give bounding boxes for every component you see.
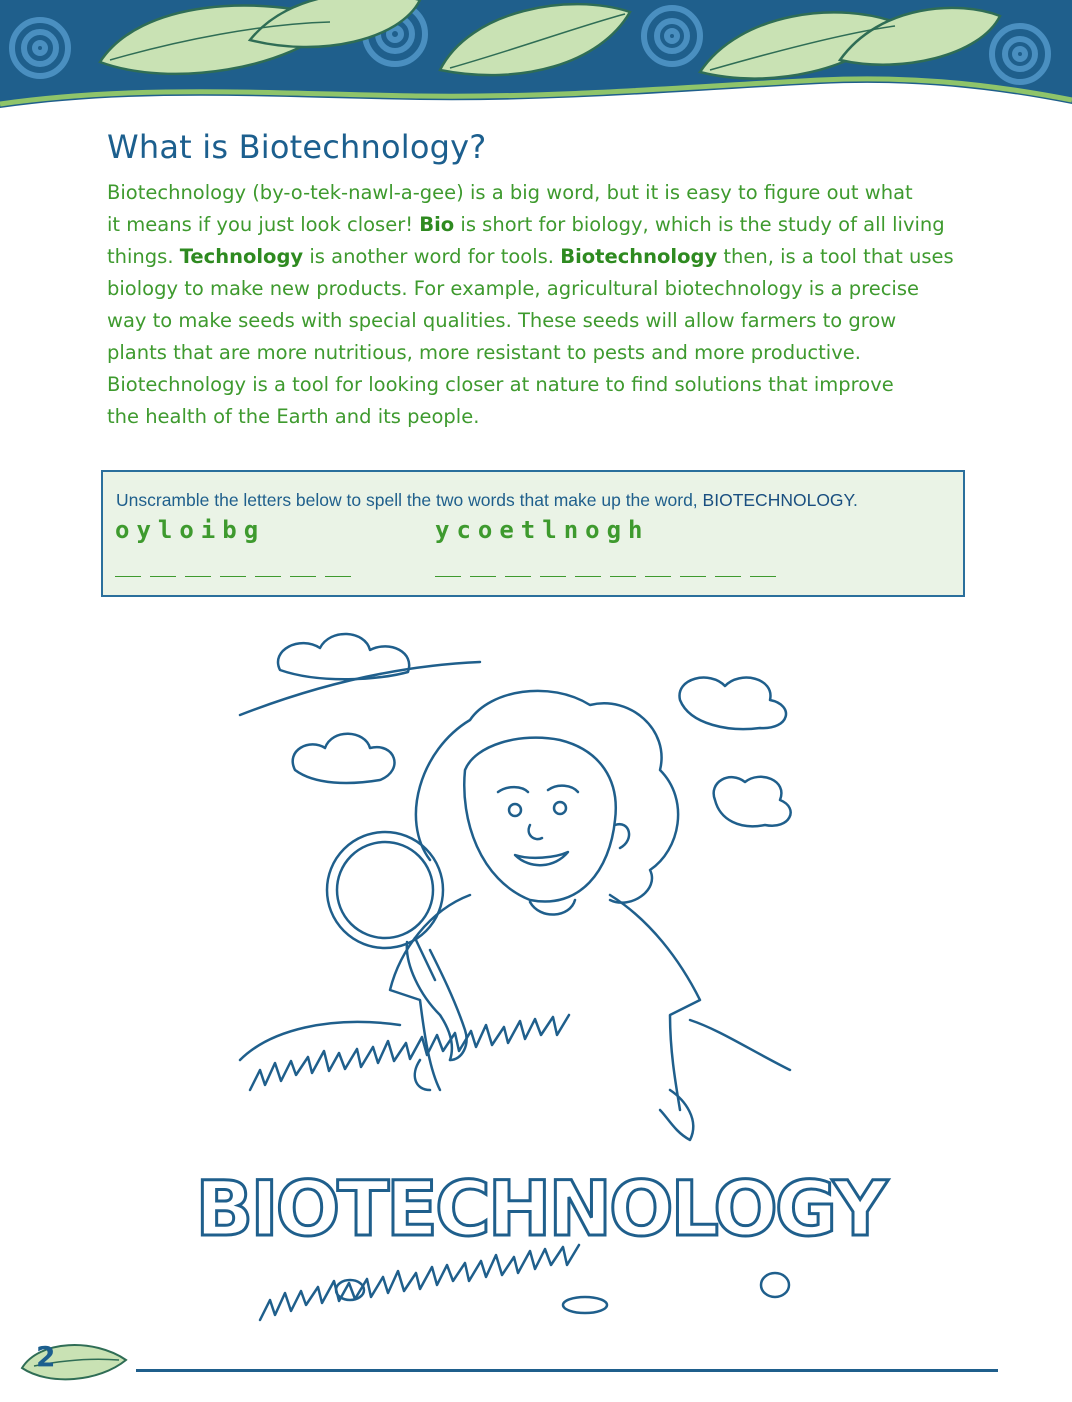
intro-bold-term: Technology — [179, 245, 304, 268]
puzzle-instruction — [116, 490, 858, 511]
scrambled-word-2: ycoetlnogh — [435, 516, 650, 544]
intro-bold-term: Biotechnology — [560, 245, 718, 268]
intro-text: things. — [107, 245, 180, 268]
intro-text: is short for biology, which is the study of all living — [454, 213, 945, 236]
page-title: What is Biotechnology? — [107, 128, 487, 166]
answer-blank[interactable] — [715, 576, 741, 577]
intro-text: it means if you just look closer! — [107, 213, 420, 236]
instruction-period: . — [852, 490, 858, 510]
answer-blanks-2 — [435, 576, 776, 577]
leaf-icon — [14, 1330, 134, 1390]
biotechnology-word-art: BIOTECHNOLOGY — [195, 1164, 885, 1253]
intro-text: way to make seeds with special qualities. These seeds will allow farmers to grow — [107, 309, 897, 332]
intro-text: the health of the Earth and its people. — [107, 405, 480, 428]
intro-text: Biotechnology is a tool for looking closer at nature to find solutions that improve — [107, 373, 894, 396]
answer-blank[interactable] — [185, 576, 211, 577]
intro-text: is another word for tools. — [303, 245, 561, 268]
answer-blank[interactable] — [435, 576, 461, 577]
answer-blank[interactable] — [290, 576, 316, 577]
answer-blank[interactable] — [575, 576, 601, 577]
intro-paragraph — [107, 177, 1007, 433]
intro-line — [107, 177, 1007, 209]
answer-blank[interactable] — [540, 576, 566, 577]
intro-line — [107, 337, 1007, 369]
header-banner — [0, 0, 1072, 125]
answer-blank[interactable] — [115, 576, 141, 577]
answer-blank[interactable] — [220, 576, 246, 577]
answer-blank[interactable] — [645, 576, 671, 577]
answer-blank[interactable] — [325, 576, 351, 577]
intro-line — [107, 273, 1007, 305]
answer-blanks-1 — [115, 576, 351, 577]
answer-blank[interactable] — [750, 576, 776, 577]
answer-blank[interactable] — [610, 576, 636, 577]
footer-rule — [136, 1369, 998, 1372]
answer-blank[interactable] — [505, 576, 531, 577]
intro-line — [107, 241, 1007, 273]
intro-text: Biotechnology (by-o-tek-nawl-a-gee) is a big word, but it is easy to figure out what — [107, 181, 913, 204]
answer-blank[interactable] — [150, 576, 176, 577]
page-number-badge — [14, 1330, 134, 1390]
coloring-illustration — [195, 620, 885, 1340]
instruction-keyword: BIOTECHNOLOGY — [702, 490, 853, 510]
unscramble-puzzle — [101, 470, 965, 597]
scrambled-word-1: oyloibg — [115, 516, 266, 544]
intro-text: biology to make new products. For example, agricultural biotechnology is a precise — [107, 277, 919, 300]
intro-bold-term: Bio — [419, 213, 455, 236]
answer-blank[interactable] — [470, 576, 496, 577]
intro-line — [107, 305, 1007, 337]
answer-blank[interactable] — [255, 576, 281, 577]
intro-line — [107, 401, 1007, 433]
intro-line — [107, 369, 1007, 401]
instruction-text: Unscramble the letters below to spell the two words that make up the word, — [116, 490, 703, 510]
intro-text: then, is a tool that uses — [717, 245, 954, 268]
intro-line — [107, 209, 1007, 241]
answer-blank[interactable] — [680, 576, 706, 577]
intro-text: plants that are more nutritious, more resistant to pests and more productive. — [107, 341, 861, 364]
page-number: 2 — [36, 1340, 56, 1373]
